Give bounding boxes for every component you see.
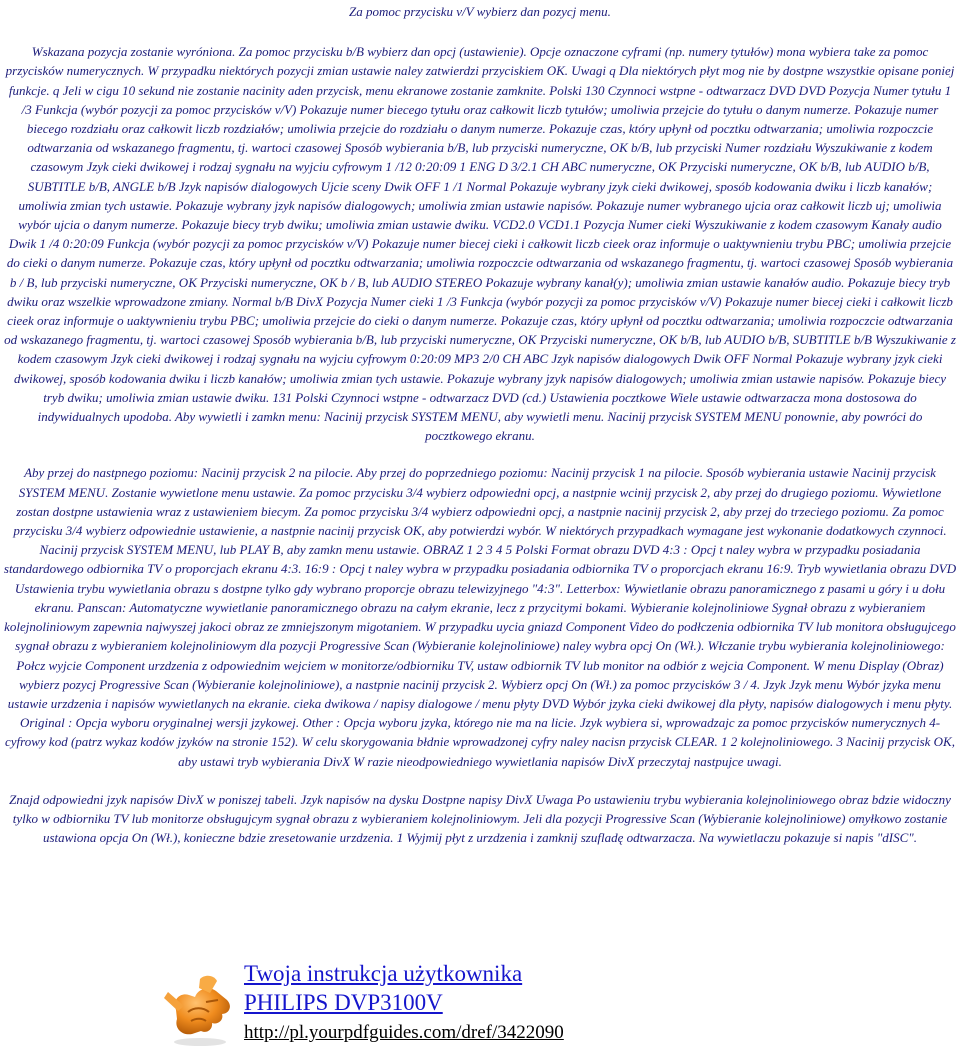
model-link[interactable]: PHILIPS DVP3100V xyxy=(244,990,443,1015)
paragraph-menu-items: Wskazana pozycja zostanie wyróniona. Za pomoc przycisku b/B wybierz dan opcj (ustawienie). Opcje oznaczone cyframi (np. numery tytułów) mona wybiera take za pomoc przycisków numerycznych. W przypadku niektórych pozycji zmian ustawie naley zatwierdzi przyciskiem OK. Uwagi q Dla niektórych płyt mog nie by dostpne wszystkie opisane poniej funkcje. q Jeli w cigu 10 sekund nie zostanie nacinity aden przycisk, menu ekranowe zostanie zamknite. Polski 130 Czynnoci wstpne - odtwarzacz DVD DVD Pozycja Numer tytułu 1 /3 Funkcja (wybór pozycji za pomoc przycisków v/V) Pokazuje numer biecego tytułu oraz całkowit liczb tytułów; umoliwia przejcie do tytułu o danym numerze. Pokazuje numer biecego rozdziału oraz całkowit liczb rozdziałów; umoliwia przejcie do rozdziału o danym numerze. Pokazuje czas, który upłynł od pocztku odtwarzania; umoliwia rozpoczcie odtwarzania od wskazanego fragmentu, tj. wartoci czasowej Sposób wybierania b/B, lub przyciski numeryczne, OK b/B, lub przyciski Numer rozdziału Wyszukiwanie z kodem czasowym Jzyk cieki dwikowej i rodzaj sygnału na wyjciu cyfrowym 1 /12 0:20:09 1 ENG D 3/2.1 CH ABC numeryczne, OK Przyciski numeryczne, OK b/B, lub AUDIO b/B, SUBTITLE b/B, ANGLE b/B Jzyk napisów dialogowych Ujcie sceny Dwik OFF 1 /1 Normal Pokazuje wybrany jzyk cieki dwikowej, sposób kodowania dwiku i liczb kanałów; umoliwia zmian tych ustawie. Pokazuje wybrany jzyk napisów dialogowych; umoliwia zmian ustawie napisów. Pokazuje numer wybranego ujcia oraz całkowit liczb uj; umoliwia wybór ujcia o danym numerze. Pokazuje biecy tryb dwiku; umoliwia zmian ustawie dwiku. VCD2.0 VCD1.1 Pozycja Numer cieki Wyszukiwanie z kodem czasowym Kanały audio Dwik 1 /4 0:20:09 Funkcja (wybór pozycji za pomoc przycisków v/V) Pokazuje numer biecej cieki i całkowit liczb cieek oraz informuje o uaktywnieniu trybu PBC; umoliwia przejcie do cieki o danym numerze. Pokazuje czas, który upłynł od pocztku odtwarzania; umoliwia rozpoczcie odtwarzania od wskazanego fragmentu, tj. wartoci czasowej Sposób wybierania b / B, lub przyciski numeryczne, OK Przyciski numeryczne, OK b / B, lub AUDIO STEREO Pokazuje wybrany kanał(y); umoliwia zmian ustawie kanałów audio. Pokazuje biecy tryb dwiku oraz wszelkie wprowadzone zmiany. Normal b/B DivX Pozycja Numer cieki 1 /3 Funkcja (wybór pozycji za pomoc przycisków v/V) Pokazuje numer biecej cieki i całkowit liczb cieek oraz informuje o uaktywnieniu trybu PBC; umoliwia przejcie do cieki o danym numerze. Pokazuje czas, który upłynł od pocztku odtwarzania; umoliwia rozpoczcie odtwarzania od wskazanego fragmentu, tj. wartoci czasowej Sposób wybierania b/B, lub przyciski numeryczne, OK Przyciski numeryczne, OK b/B, lub AUDIO b/B, SUBTITLE b/B Wyszukiwanie z kodem czasowym Jzyk cieki dwikowej i rodzaj sygnału na wyjciu cyfrowym 0:20:09 MP3 2/0 CH ABC Jzyk napisów dialogowych Dwik OFF Normal Pokazuje wybrany jzyk cieki dwikowej, sposób kodowania dwiku i liczb kanałów; umoliwia zmian tych ustawie. Pokazuje wybrany jzyk napisów dialogowych; umoliwia zmian ustawie napisów. Pokazuje biecy tryb dwiku; umoliwia zmian ustawie dwiku. 131 Polski Czynnoci wstpne - odtwarzacz DVD (cd.) Ustawienia pocztkowe Wiele ustawie odtwarzacza mona dostosowa do indywidualnych upodoba. Aby wywietli i zamkn menu: Nacinij przycisk SYSTEM MENU, aby wywietli menu. Nacinij przycisk SYSTEM MENU ponownie, aby powróci do pocztkowego ekranu. xyxy=(4,44,956,444)
yourpdfguides-hand-logo-icon xyxy=(158,966,240,1048)
paragraph-settings: Aby przej do nastpnego poziomu: Nacinij przycisk 2 na pilocie. Aby przej do poprzedniego poziomu: Nacinij przycisk 1 na pilocie. Sposób wybierania ustawie Nacinij przycisk SYSTEM MENU. Zostanie wywietlone menu ustawie. Za pomoc przycisku 3/4 wybierz odpowiedni opcj, a nastpnie wcinij przycisk 2, aby przej do drugiego poziomu. Wywietlone zostan dostpne ustawienia wraz z ustawieniem biecym. Za pomoc przycisku 3/4 wybierz odpowiedni opcj, a nastpnie nacinij przycisk 2, aby przej do trzeciego poziomu. Za pomoc przycisku 3/4 wybierz odpowiednie ustawienie, a nastpnie nacinij przycisk OK, aby potwierdzi wybór. W niektórych przypadkach wymagane jest wykonanie dodatkowych czynnoci. Nacinij przycisk SYSTEM MENU, lub PLAY B, aby zamkn menu ustawie. OBRAZ 1 2 3 4 5 Polski Format obrazu DVD 4:3 : Opcj t naley wybra w przypadku posiadania standardowego odbiornika TV o proporcjach ekranu 4:3. 16:9 : Opcj t naley wybra w przypadku posiadania odbiornika TV o proporcjach ekranu 16:9. Tryb wywietlania obrazu DVD Ustawienia trybu wywietlania obrazu s dostpne tylko gdy wybrano proporcje obrazu telewizyjnego "4:3". Letterbox: Wywietlanie obrazu panoramicznego z pasami u góry i u dołu ekranu. Panscan: Automatyczne wywietlanie panoramicznego obrazu na całym ekranie, lecz z przycitymi bokami. Wybieranie kolejnoliniowe Sygnał obrazu z wybieraniem kolejnoliniowym zapewnia najwyszej jakoci obraz ze zmniejszonym migotaniem. W przypadku uycia gniazd Component Video do podłczenia odbiornika TV lub monitora obsługujcego sygnał obrazu z wybieraniem kolejnoliniowym dla pozycji Progressive Scan (Wybieranie kolejnoliniowe) naley wybra opcj On (Wł.). Włczanie trybu wybierania kolejnoliniowego: Połcz wyjcie Component urzdzenia z odpowiednim wejciem w monitorze/odbiorniku TV, ustaw odbiornik TV lub monitor na odbiór z wejcia Component. W menu Display (Obraz) wybierz pozycj Progressive Scan (Wybieranie kolejnoliniowe), a nastpnie nacinij przycisk 2. Wybierz opcj On (Wł.) za pomoc przycisków 3 / 4. Jzyk Jzyk menu Wybór jzyka menu ustawie urzdzenia i napisów wywietlanych na ekranie. cieka dwikowa / napisy dialogowe / menu płyty DVD Wybór jzyka cieki dwikowej dla płyty, napisów dialogowych i menu płyty. Original : Opcja wyboru oryginalnej wersji jzykowej. Other : Opcja wyboru jzyka, którego nie ma na licie. Jzyk wybiera si, wprowadzajc za pomoc przycisków numerycznych 4-cyfrowy kod (patrz wykaz kodów jzyków na stronie 152). W celu skorygowania błdnie wprowadzonej cyfry naley nacisn przycisk CLEAR. 1 2 kolejnoliniowego. 3 Nacinij przycisk OK, aby ustawi tryb wybierania DivX W razie nieodpowiedniego wywietlania napisów DivX przeczytaj nastpujce uwagi. xyxy=(3,465,957,769)
paragraph-divx-subtitles: Znajd odpowiedni jzyk napisów DivX w poniszej tabeli. Jzyk napisów na dysku Dostpne napisy DivX Uwaga Po ustawieniu trybu wybierania kolejnoliniowego obraz bdzie widoczny tylko w odbiorniku TV lub monitorze obsługujcym sygnał obrazu z wybieraniem kolejnoliniowym. Jeli dla pozycji Progressive Scan (Wybieranie kolejnoliniowe) omyłkowo zostanie ustawiona opcja On (Wł.), konieczne bdzie zresetowanie urzdzenia. 1 Wyjmij płyt z urzdzenia i zamknij szufladę odtwarzacza. Na wywietlaczu pokazuje si napis "dISC". xyxy=(9,791,951,846)
footer xyxy=(158,958,858,1054)
source-url-link[interactable]: http://pl.yourpdfguides.com/dref/3422090 xyxy=(244,1022,564,1043)
paragraph-menu-select: Za pomoc przycisku v/V wybierz dan pozycj menu. xyxy=(349,4,611,19)
manual-title-link[interactable]: Twoja instrukcja użytkownika xyxy=(244,961,523,986)
footer-links xyxy=(244,958,564,1049)
